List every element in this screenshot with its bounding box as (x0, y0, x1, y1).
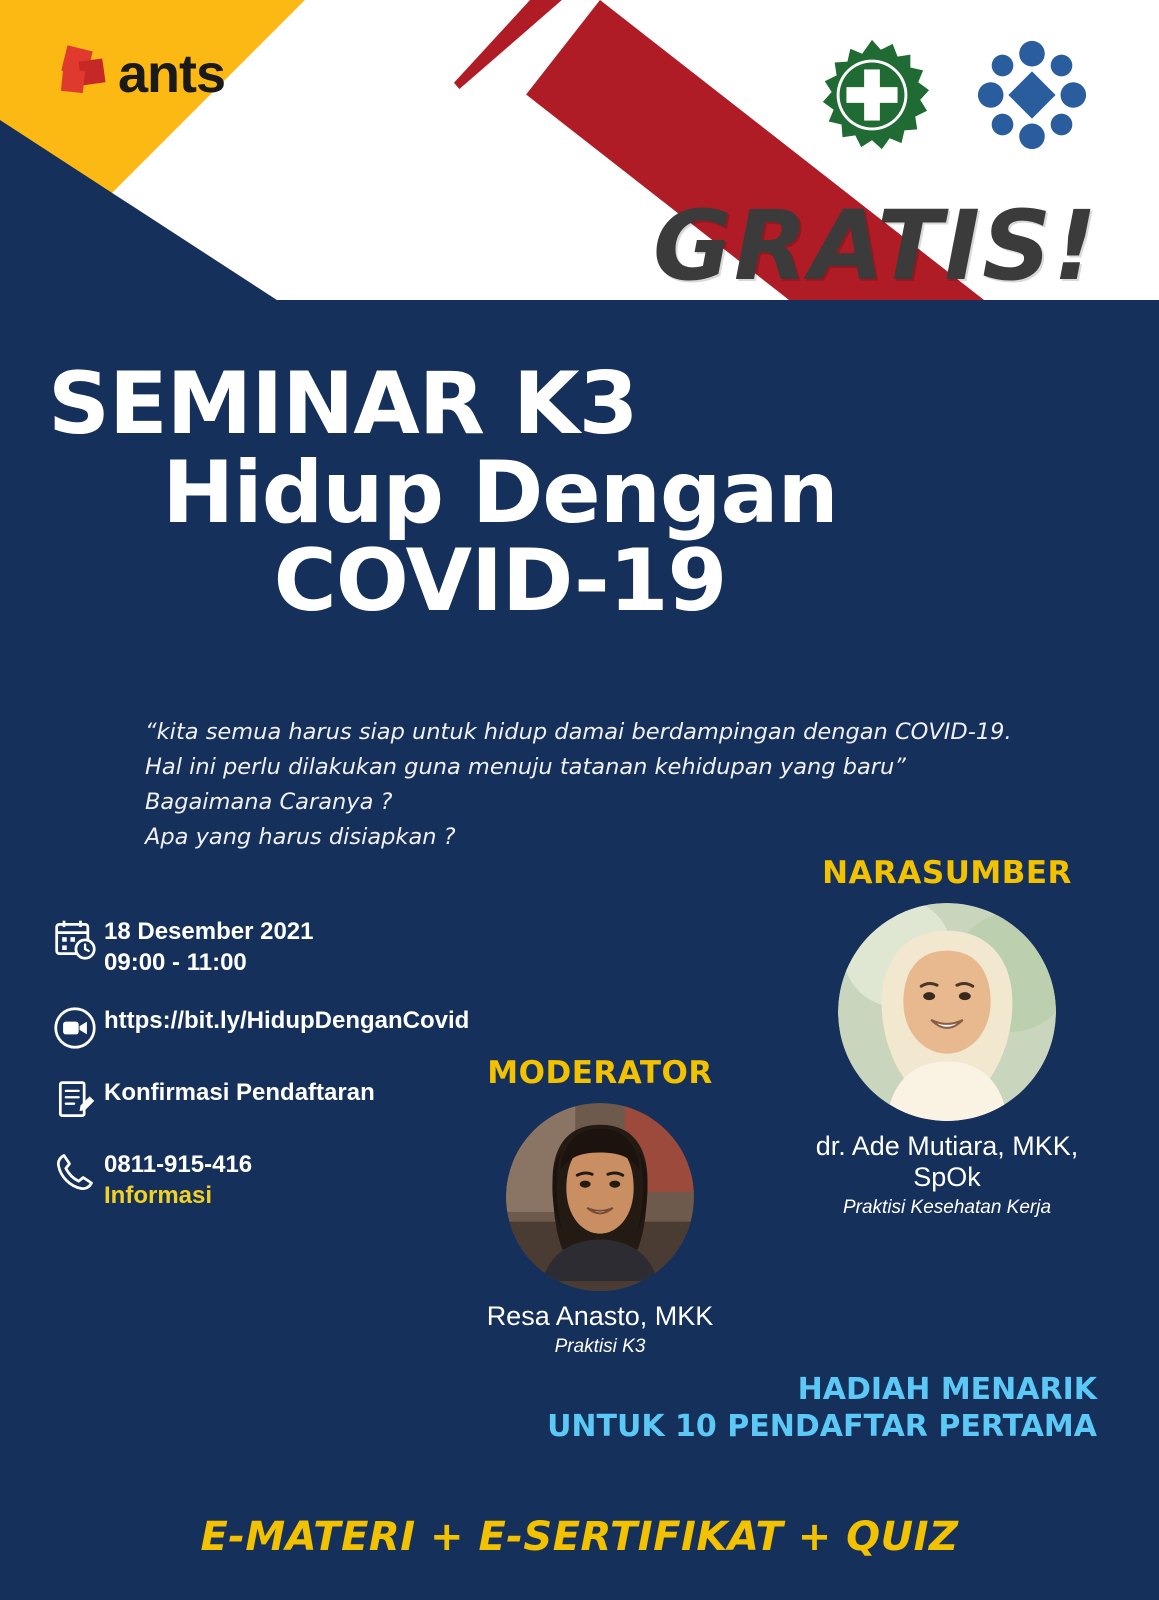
info-date-text (104, 915, 313, 978)
white-triangle-accent (360, 0, 530, 185)
narasumber-label: NARASUMBER (822, 855, 1072, 891)
title-line-1: SEMINAR K3 (48, 354, 638, 454)
page-title (0, 354, 1000, 632)
info-item-link[interactable] (46, 1004, 469, 1050)
quote-line-3: Bagaimana Caranya ? (145, 788, 393, 815)
footer-banner: E-MATERI + E-SERTIFIKAT + QUIZ (200, 1514, 959, 1560)
info-date-line2: 09:00 - 11:00 (104, 948, 247, 976)
webinar-link[interactable]: https://bit.ly/HidupDenganCovid (104, 1007, 470, 1035)
info-item-phone (46, 1148, 469, 1211)
title-line-2: Hidup Dengan (162, 442, 838, 543)
quote-block (145, 715, 1025, 855)
narasumber-name: dr. Ade Mutiara, MKK, SpOk (815, 1131, 1079, 1192)
prize-line-1: HADIAH MENARIK (797, 1372, 1097, 1407)
gratis-headline: GRATIS! (653, 190, 1099, 302)
moderator-avatar (506, 1103, 694, 1291)
video-camera-icon (46, 1004, 104, 1050)
moderator-label: MODERATOR (487, 1055, 713, 1091)
quote-line-2: Hal ini perlu dilakukan guna menuju tatanan kehidupan yang baru” (145, 753, 906, 780)
prize-block (547, 1372, 1097, 1445)
safety-gear-cross-icon (813, 36, 931, 154)
brand-logo-text: ants (118, 44, 226, 104)
speaker-moderator (455, 1055, 745, 1358)
navy-left-wedge (0, 120, 300, 315)
quote-line-1: “kita semua harus siap untuk hidup damai berdampingan dengan COVID-19. (145, 719, 1012, 745)
prize-line-2: UNTUK 10 PENDAFTAR PERTAMA (547, 1408, 1097, 1444)
info-phone-number: 0811-915-416 (104, 1151, 253, 1179)
speaker-narasumber (787, 855, 1107, 1219)
info-registration-line1: Konfirmasi Pendaftaran (104, 1079, 375, 1107)
hands-together-icon (973, 36, 1091, 154)
title-line-3: COVID-19 (273, 531, 727, 632)
phone-icon (46, 1148, 104, 1194)
info-item-date (46, 915, 469, 978)
moderator-role: Praktisi K3 (554, 1336, 646, 1357)
info-phone-label: Informasi (104, 1182, 213, 1210)
info-registration-text (104, 1076, 375, 1109)
info-phone-text (104, 1148, 252, 1211)
info-date-line1: 18 Desember 2021 (104, 918, 314, 945)
event-info-list (46, 915, 469, 1238)
info-link-text[interactable] (104, 1004, 469, 1037)
form-signup-icon (46, 1076, 104, 1122)
cube-logo-icon (58, 44, 110, 104)
narasumber-avatar (838, 903, 1056, 1121)
moderator-name: Resa Anasto, MKK (486, 1301, 714, 1331)
quote-line-4: Apa yang harus disiapkan ? (145, 823, 456, 850)
brand-logo (58, 44, 225, 104)
calendar-clock-icon (46, 915, 104, 961)
narasumber-role: Praktisi Kesehatan Kerja (842, 1197, 1052, 1218)
info-item-registration (46, 1076, 469, 1122)
